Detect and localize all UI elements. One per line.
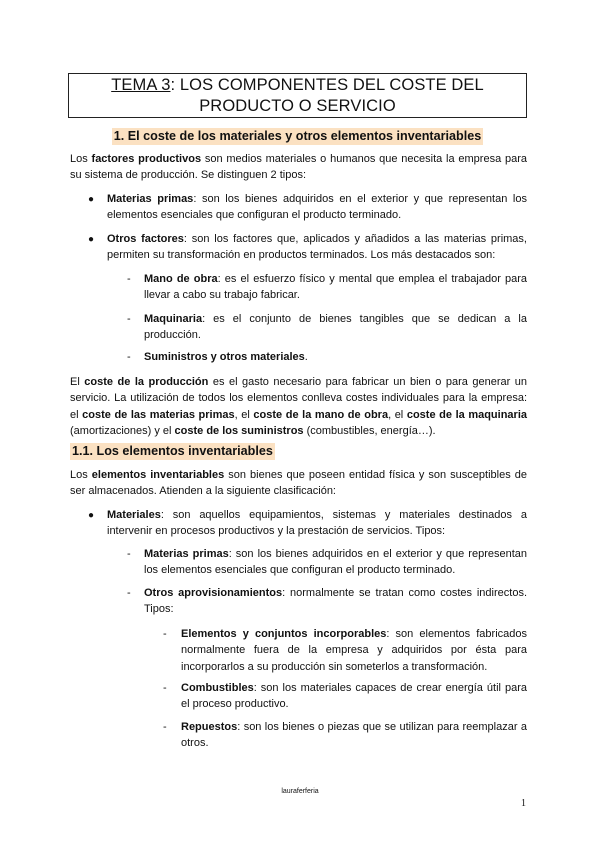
footer-author: lauraferferia [281,788,319,795]
dash-marker: - [127,548,131,560]
sub-sub-item-elementos: Elementos y conjuntos incorporables: son elementos fabricados normalmente fuera de la empresa y adquiridos por ésta para incorporarlos a su producción sin someterlos a transformación. [181,628,527,673]
sub-item-suministros: Suministros y otros materiales. [144,351,308,363]
dash-marker: - [127,273,131,285]
dash-marker: - [127,587,131,599]
section1-intro: Los factores productivos son medios materiales o humanos que necesita la empresa para su sistema de producción. Se distinguen 2 tipos: [70,153,527,182]
sub-item-maquinaria: Maquinaria: es el conjunto de bienes tangibles que se dedican a la producción. [144,313,527,342]
title-line2: PRODUCTO O SERVICIO [199,97,396,115]
section1-1-heading: 1.1. Los elementos inventariables [72,444,273,458]
section1-heading-wrap [68,127,527,145]
sub-item-materias-primas: Materias primas: son los bienes adquiridos en el exterior y que representan los elementos esenciales que configuran el producto terminado. [144,548,528,577]
title-prefix: TEMA 3 [111,76,171,94]
cost-paragraph: El coste de la producción es el gasto necesario para fabricar un bien o para generar un servicio. La utilización de todos los elementos conlleva costes individuales para la empresa: el coste de las materias primas, el coste de la mano de obra, el coste de la maquinaria (amortizaciones) y el coste de los suministros (combustibles, energía…). [70,376,528,438]
bullet-otros-factores: Otros factores: son los factores que, aplicados y añadidos a las materias primas, permiten su transformación en productos terminados. Los más destacados son: [107,233,527,262]
dash-marker: - [127,351,131,363]
dash-marker: - [163,721,167,733]
dash-marker: - [163,682,167,694]
bullet-marker: ● [88,510,95,521]
section1-1-intro: Los elementos inventariables son bienes que poseen entidad física y son susceptibles de ser almacenados. Atienden a la siguiente clasificación: [70,469,527,498]
document-title [68,73,527,118]
sub-item-mano-de-obra: Mano de obra: es el esfuerzo físico y mental que emplea el trabajador para llevar a cabo su trabajo fabricar. [144,273,527,302]
bullet-materias-primas: Materias primas: son los bienes adquiridos en el exterior y que representan los elementos esenciales que configuran el producto terminado. [107,193,527,222]
dash-marker: - [163,628,167,640]
title-rest: : LOS COMPONENTES DEL COSTE DEL [170,76,484,94]
bullet-materiales: Materiales: son aquellos equipamientos, sistemas y materiales destinados a intervenir en procesos productivos y la prestación de servicios. Tipos: [107,509,527,538]
bullet-marker: ● [88,234,95,245]
sub-sub-item-combustibles: Combustibles: son los materiales capaces de crear energía útil para el proceso productivo. [181,682,527,711]
section1-heading: 1. El coste de los materiales y otros elementos inventariables [113,129,482,143]
dash-marker: - [127,313,131,325]
page-number: 1 [521,798,526,809]
bullet-marker: ● [88,194,95,205]
sub-sub-item-repuestos: Repuestos: son los bienes o piezas que se utilizan para reemplazar a otros. [181,721,527,750]
sub-item-otros-aprovisionamientos: Otros aprovisionamientos: normalmente se tratan como costes indirectos. Tipos: [144,587,527,616]
